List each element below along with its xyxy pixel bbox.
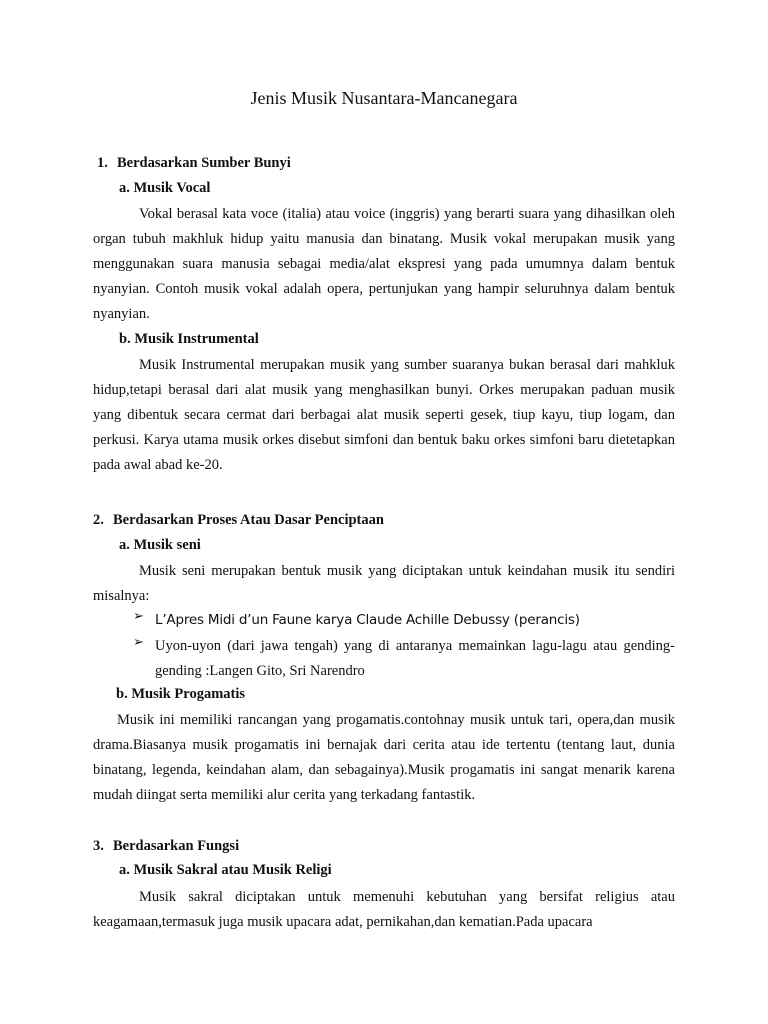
paragraph: Musik ini memiliki rancangan yang progamatis.contohnay musik untuk tari, opera,dan musik drama.Biasanya musik progamatis ini bernajak dari cerita atau ide tertentu (tentang laut, dunia binatang, legenda, keindahan alam, dan sebagainya).Musik progamatis ini sangat menarik karena mudah diingat serta memiliki alur cerita yang terkadang fantastik. xyxy=(93,712,675,803)
paragraph: Musik Instrumental merupakan musik yang sumber suaranya bukan berasal dari mahkluk hidup,tetapi berasal dari alat musik yang menghasilkan bunyi. Orkes merupakan paduan musik yang dibentuk secara cermat dari berbagai alat musik seperti gesek, tiup kayu, tiup logam, dan perkusi. Karya utama musik orkes disebut simfoni dan bentuk baku orkes simfoni baru dietetapkan pada awal abad ke-20. xyxy=(93,357,675,473)
arrow-bullet-icon: ➢ xyxy=(133,608,144,623)
subsection-heading: b. Musik Instrumental xyxy=(119,331,259,347)
list-item: ➢ Uyon-uyon (dari jawa tengah) yang di antaranya memainkan lagu-lagu atau gending-gending :Langen Gito, Sri Narendro xyxy=(133,634,675,679)
arrow-bullet-icon: ➢ xyxy=(133,634,144,649)
section-2-heading xyxy=(93,512,384,529)
paragraph: Musik sakral diciptakan untuk memenuhi kebutuhan yang bersifat religius atau keagamaan,termasuk juga musik upacara adat, pernikahan,dan kematian.Pada upacara xyxy=(93,889,675,930)
section-title: Berdasarkan Fungsi xyxy=(113,838,240,854)
section-number: 1. xyxy=(97,155,108,171)
subsection-heading: a. Musik Vocal xyxy=(119,180,211,196)
section-number: 3. xyxy=(93,838,104,854)
section-title: Berdasarkan Sumber Bunyi xyxy=(117,155,291,171)
subsection-heading: a. Musik seni xyxy=(119,537,201,553)
page-title: Jenis Musik Nusantara-Mancanegara xyxy=(250,88,518,108)
list-item: ➢ L’Apres Midi d’un Faune karya Claude Achille Debussy (perancis) xyxy=(133,608,580,628)
section-title: Berdasarkan Proses Atau Dasar Penciptaan xyxy=(113,512,384,528)
section-3-heading xyxy=(93,838,239,855)
subsection-heading: b. Musik Progamatis xyxy=(116,686,246,702)
subsection-heading: a. Musik Sakral atau Musik Religi xyxy=(119,862,332,878)
paragraph: Musik seni merupakan bentuk musik yang diciptakan untuk keindahan musik itu sendiri misalnya: xyxy=(93,563,675,604)
paragraph: Vokal berasal kata voce (italia) atau voice (inggris) yang berarti suara yang dihasilkan oleh organ tubuh makhluk hidup yaitu manusia dan binatang. Musik vokal merupakan musik yang menggunakan suara manusia sebagai media/alat ekspresi yang pada umumnya dalam bentuk nyanyian. Contoh musik vokal adalah opera, pertunjukan yang hampir seluruhnya dalam bentuk nyanyian. xyxy=(93,206,675,322)
section-1-heading xyxy=(97,155,291,172)
section-number: 2. xyxy=(93,512,104,528)
